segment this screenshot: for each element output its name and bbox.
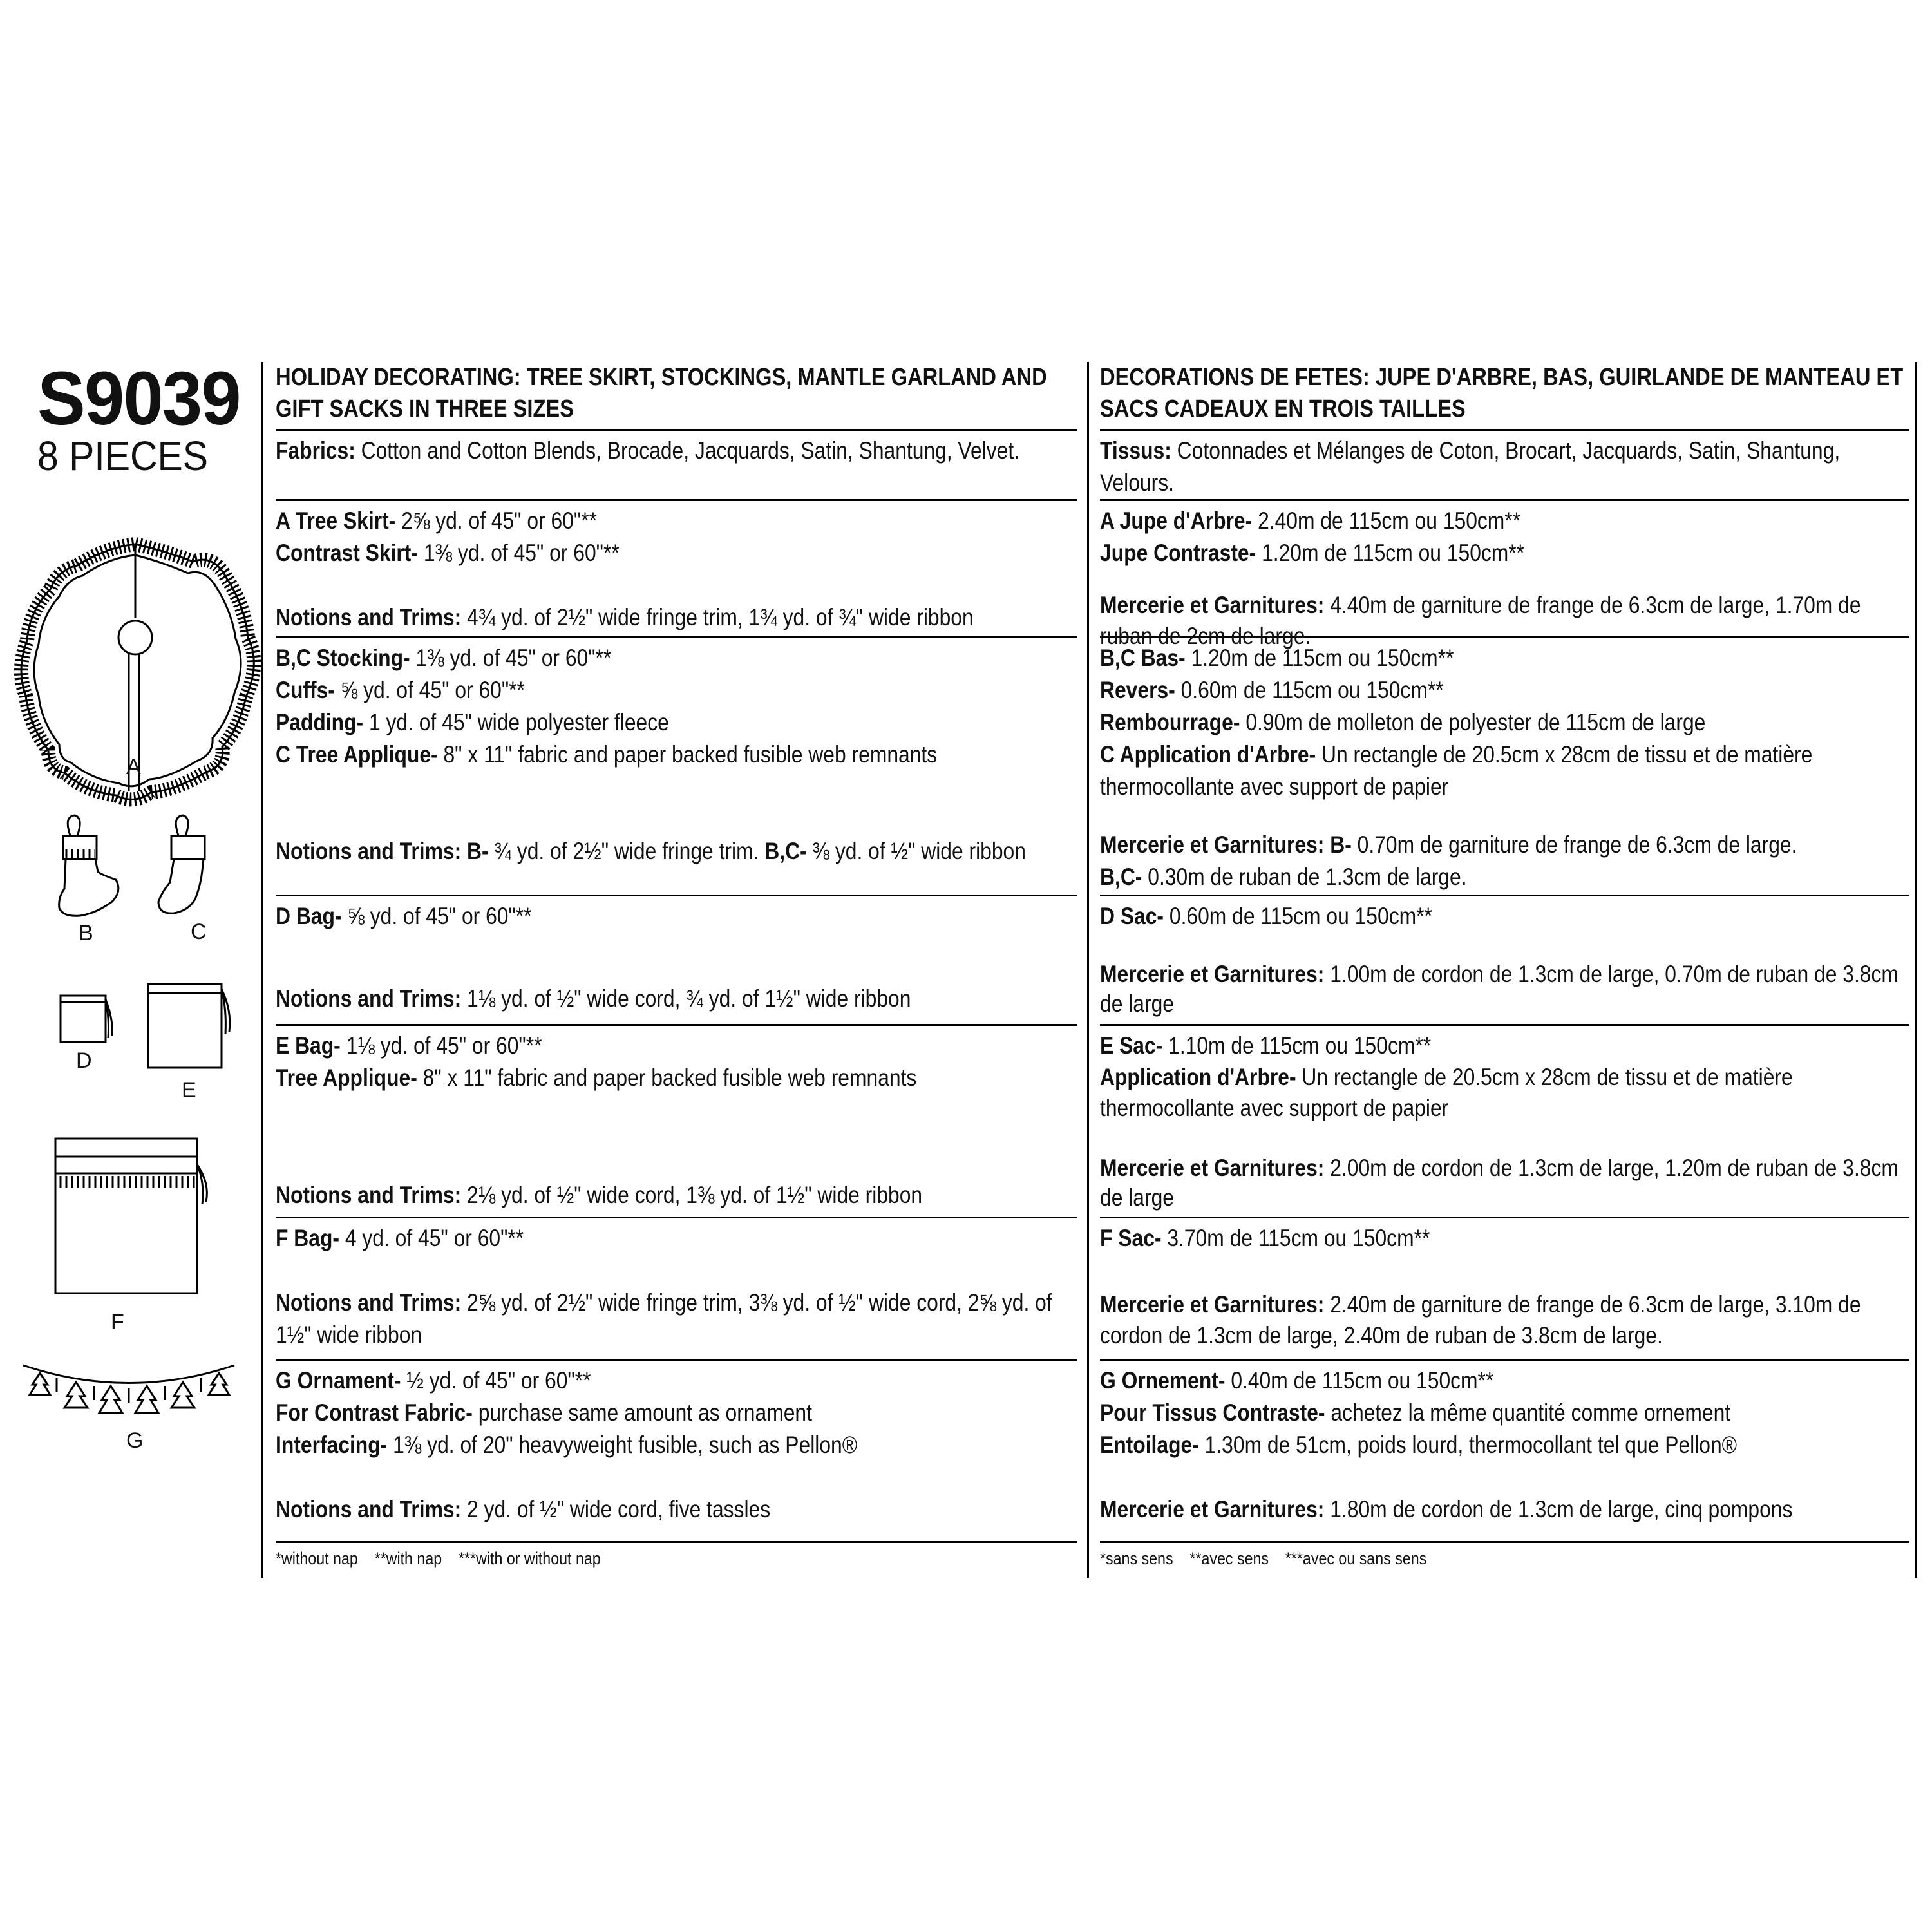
stocking-b-drawing (59, 815, 118, 916)
rule-left (261, 362, 263, 1578)
english-fabrics: Fabrics: Cotton and Cotton Blends, Brocade, Jacquards, Satin, Shantung, Velvet. (276, 429, 1077, 499)
view-label-a: A (126, 755, 141, 779)
pieces-count: 8 PIECES (37, 433, 209, 479)
french-view-d: D Sac- 0.60m de 115cm ou 150cm** Mercerie et Garnitures: 1.00m de cordon de 1.3cm de large, 0.70m de ruban de 3.8cm de large (1100, 895, 1909, 1024)
rule-middle (1087, 362, 1089, 1578)
view-label-d: D (76, 1048, 92, 1073)
english-view-e: E Bag- 1⅛ yd. of 45" or 60"** Tree Applique- 8" x 11" fabric and paper backed fusible web remnants Notions and Trims: 2⅛ yd. of ½" wide cord, 1⅜ yd. of 1½" wide ribbon (276, 1024, 1077, 1217)
french-title: DECORATIONS DE FETES: JUPE D'ARBRE, BAS, GUIRLANDE DE MANTEAU ET SACS CADEAUX EN TROIS TAILLES (1100, 364, 1904, 422)
view-label-f: F (111, 1310, 124, 1334)
english-column (276, 362, 1077, 1571)
french-view-bc: B,C Bas- 1.20m de 115cm ou 150cm** Revers- 0.60m de 115cm ou 150cm** Rembourrage- 0.90m de molleton de polyester de 115cm de large C Application d'Arbre- Un rectangle de 20.5cm x 28cm de tissu et de matière thermocollante avec support de papier Mercerie et Garnitures: B- 0.70m de garniture de frange de 6.3cm de large. B,C- 0.30m de ruban de 1.3cm de large. (1100, 636, 1909, 895)
french-view-e: E Sac- 1.10m de 115cm ou 150cm** Application d'Arbre- Un rectangle de 20.5cm x 28cm de tissu et de matière thermocollante avec support de papier Mercerie et Garnitures: 2.00m de cordon de 1.3cm de large, 1.20m de ruban de 3.8cm de large (1100, 1024, 1909, 1217)
french-view-a: A Jupe d'Arbre- 2.40m de 115cm ou 150cm** Jupe Contraste- 1.20m de 115cm ou 150cm** Mercerie et Garnitures: 4.40m de garniture de frange de 6.3cm de large, 1.70m de ruban de 2cm de large. (1100, 499, 1909, 636)
view-label-g: G (126, 1428, 144, 1453)
pattern-number: S9039 (37, 356, 240, 441)
french-fabrics: Tissus: Cotonnades et Mélanges de Coton, Brocart, Jacquards, Satin, Shantung, Velours. (1100, 429, 1909, 499)
english-view-a: A Tree Skirt- 2⅝ yd. of 45" or 60"** Contrast Skirt- 1⅜ yd. of 45" or 60"** Notions and Trims: 4¾ yd. of 2½" wide fringe trim, 1¾ yd. of ¾" wide ribbon (276, 499, 1077, 636)
bag-e-drawing (148, 984, 230, 1068)
english-view-g: G Ornament- ½ yd. of 45" or 60"** For Contrast Fabric- purchase same amount as ornament Interfacing- 1⅜ yd. of 20" heavyweight fusible, such as Pellon® Notions and Trims: 2 yd. of ½" wide cord, five tassles (276, 1359, 1077, 1541)
french-footnote: *sans sens **avec sens ***avec ou sans sens (1100, 1541, 1909, 1571)
view-label-b: B (79, 921, 93, 945)
french-view-f: F Sac- 3.70m de 115cm ou 150cm** Mercerie et Garnitures: 2.40m de garniture de frange de 6.3cm de large, 3.10m de cordon de 1.3cm de large, 2.40m de ruban de 3.8cm de large. (1100, 1217, 1909, 1359)
rule-right (1915, 362, 1917, 1578)
english-footnote: *without nap **with nap ***with or without nap (276, 1541, 1077, 1571)
view-label-e: E (182, 1078, 196, 1103)
english-title: HOLIDAY DECORATING: TREE SKIRT, STOCKINGS, MANTLE GARLAND AND GIFT SACKS IN THREE SIZES (276, 364, 1047, 422)
view-label-c: C (191, 920, 207, 944)
english-view-bc: B,C Stocking- 1⅜ yd. of 45" or 60"** Cuffs- ⅝ yd. of 45" or 60"** Padding- 1 yd. of 45" wide polyester fleece C Tree Applique- 8" x 11" fabric and paper backed fusible web remnants Notions and Trims: B- ¾ yd. of 2½" wide fringe trim. B,C- ⅜ yd. of ½" wide ribbon (276, 636, 1077, 895)
bag-d-drawing (61, 996, 112, 1042)
french-column (1100, 362, 1909, 1571)
english-view-d: D Bag- ⅝ yd. of 45" or 60"** Notions and Trims: 1⅛ yd. of ½" wide cord, ¾ yd. of 1½" wide ribbon (276, 895, 1077, 1024)
garland-g-drawing (23, 1365, 234, 1413)
french-view-g: G Ornement- 0.40m de 115cm ou 150cm** Pour Tissus Contraste- achetez la même quantité comme ornement Entoilage- 1.30m de 51cm, poids lourd, thermocollant tel que Pellon® Mercerie et Garnitures: 1.80m de cordon de 1.3cm de large, cinq pompons (1100, 1359, 1909, 1541)
bag-f-drawing (55, 1139, 207, 1293)
stocking-c-drawing (158, 815, 205, 913)
english-view-f: F Bag- 4 yd. of 45" or 60"** Notions and Trims: 2⅝ yd. of 2½" wide fringe trim, 3⅜ yd. of ½" wide cord, 2⅝ yd. of 1½" wide ribbon (276, 1217, 1077, 1359)
